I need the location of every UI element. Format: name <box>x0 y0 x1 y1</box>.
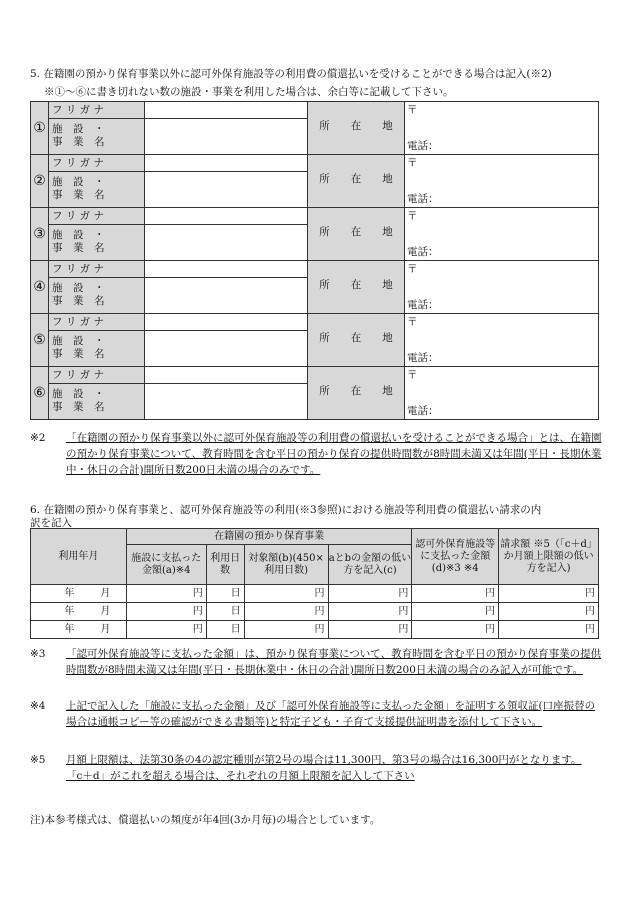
footer-note: 注)本参考様式は、償還払いの頻度が年4回(3か月毎)の場合としています。 <box>30 814 381 826</box>
amount-b-cell[interactable]: 円 <box>244 585 328 603</box>
row-number: ① <box>31 102 49 155</box>
facility-name-input[interactable] <box>145 278 308 314</box>
facility-row <box>31 102 599 119</box>
furigana-input[interactable] <box>145 367 308 384</box>
address-label: 所 在 地 <box>308 261 405 314</box>
row-number: ⑥ <box>31 367 49 420</box>
furigana-label: フ リ ガ ナ <box>49 367 145 384</box>
furigana-input[interactable] <box>145 261 308 278</box>
facility-name-input[interactable] <box>145 172 308 208</box>
postal-mark: 〒 <box>407 369 418 381</box>
facility-table <box>30 101 599 420</box>
postal-mark: 〒 <box>407 157 418 169</box>
claim-row <box>31 603 599 621</box>
header-group: 在籍園の預かり保育事業 <box>126 529 411 545</box>
note-2-mark: ※2 <box>30 432 46 444</box>
claim-row <box>31 585 599 603</box>
amount-a-cell[interactable]: 円 <box>126 585 206 603</box>
section5-title: 5. 在籍園の預かり保育事業以外に認可外保育施設等の利用費の償還払いを受けることができる場合は記入(※2) <box>30 68 552 80</box>
postal-mark: 〒 <box>407 316 418 328</box>
facility-row <box>31 261 599 278</box>
furigana-label: フ リ ガ ナ <box>49 155 145 172</box>
furigana-label: フ リ ガ ナ <box>49 261 145 278</box>
note-5-line1: 月額上限額は、法第30条の4の認定種別が第2号の場合は11,300円、第3号の場合は16,300円がとなります。 <box>66 754 582 766</box>
amount-d-cell[interactable]: 円 <box>412 603 499 621</box>
furigana-input[interactable] <box>145 208 308 225</box>
month-cell[interactable]: 年 月 <box>31 621 127 639</box>
note-4 <box>30 698 605 730</box>
furigana-label: フ リ ガ ナ <box>49 208 145 225</box>
phone-label: 電話： <box>407 299 439 311</box>
address-input[interactable] <box>405 367 599 420</box>
address-input[interactable] <box>405 261 599 314</box>
note-4-text: 上記で記入した「施設に支払った金額」及び「認可外保育施設等に支払った金額」を証明する領収証(口座振替の場合は通帳コピー等の確認ができる書類等)と特定子ども・子育て支援提供証明書を添付して下さい。 <box>66 700 596 728</box>
row-number: ⑤ <box>31 314 49 367</box>
furigana-input[interactable] <box>145 102 308 119</box>
facility-row <box>31 155 599 172</box>
furigana-input[interactable] <box>145 155 308 172</box>
days-cell[interactable]: 日 <box>206 603 244 621</box>
facility-name-input[interactable] <box>145 119 308 155</box>
phone-label: 電話： <box>407 140 439 152</box>
amount-a-cell[interactable]: 円 <box>126 621 206 639</box>
section6-title-line2: 訳を記入 <box>30 517 72 529</box>
facility-row <box>31 208 599 225</box>
amount-b-cell[interactable]: 円 <box>244 621 328 639</box>
claim-cell[interactable]: 円 <box>499 585 599 603</box>
facility-name-label: 施 設 ・ 事 業 名 <box>49 172 145 208</box>
address-label: 所 在 地 <box>308 102 405 155</box>
note-2 <box>30 430 605 478</box>
furigana-label: フ リ ガ ナ <box>49 102 145 119</box>
postal-mark: 〒 <box>407 263 418 275</box>
header-a: 施設に支払った金額(a)※4 <box>126 545 206 585</box>
address-input[interactable] <box>405 102 599 155</box>
amount-d-cell[interactable]: 円 <box>412 621 499 639</box>
facility-name-label: 施 設 ・ 事 業 名 <box>49 384 145 420</box>
month-cell[interactable]: 年 月 <box>31 603 127 621</box>
amount-d-cell[interactable]: 円 <box>412 585 499 603</box>
amount-c-cell[interactable]: 円 <box>328 585 412 603</box>
row-number: ② <box>31 155 49 208</box>
header-month: 利用年月 <box>31 529 127 585</box>
phone-label: 電話： <box>407 352 439 364</box>
note-3-mark: ※3 <box>30 648 46 660</box>
facility-row <box>31 367 599 384</box>
address-input[interactable] <box>405 314 599 367</box>
address-label: 所 在 地 <box>308 367 405 420</box>
facility-name-label: 施 設 ・ 事 業 名 <box>49 331 145 367</box>
amount-b-cell[interactable]: 円 <box>244 603 328 621</box>
facility-name-label: 施 設 ・ 事 業 名 <box>49 225 145 261</box>
phone-label: 電話： <box>407 193 439 205</box>
facility-name-input[interactable] <box>145 225 308 261</box>
furigana-input[interactable] <box>145 314 308 331</box>
furigana-label: フ リ ガ ナ <box>49 314 145 331</box>
address-label: 所 在 地 <box>308 208 405 261</box>
amount-c-cell[interactable]: 円 <box>328 603 412 621</box>
facility-name-input[interactable] <box>145 384 308 420</box>
header-d: 認可外保育施設等に支払った金額(d)※3 ※4 <box>412 529 499 585</box>
note-5-line2: 「c＋d」がこれを超える場合は、それぞれの月額上限額を記入して下さい <box>66 770 415 782</box>
days-cell[interactable]: 日 <box>206 621 244 639</box>
address-input[interactable] <box>405 155 599 208</box>
section6-title-line1: 6. 在籍園の預かり保育事業と、認可外保育施設等の利用(※3参照)における施設等利用費の償還払い請求の内 <box>30 504 542 516</box>
amount-c-cell[interactable]: 円 <box>328 621 412 639</box>
row-number: ③ <box>31 208 49 261</box>
note-3 <box>30 646 605 678</box>
phone-label: 電話： <box>407 246 439 258</box>
facility-name-input[interactable] <box>145 331 308 367</box>
month-cell[interactable]: 年 月 <box>31 585 127 603</box>
address-label: 所 在 地 <box>308 155 405 208</box>
postal-mark: 〒 <box>407 210 418 222</box>
facility-name-label: 施 設 ・ 事 業 名 <box>49 278 145 314</box>
address-label: 所 在 地 <box>308 314 405 367</box>
header-b: 対象額(b)(450×利用日数) <box>244 545 328 585</box>
amount-a-cell[interactable]: 円 <box>126 603 206 621</box>
row-number: ④ <box>31 261 49 314</box>
header-days: 利用日数 <box>206 545 244 585</box>
days-cell[interactable]: 日 <box>206 585 244 603</box>
header-c: aとbの金額の低い方を記入(c) <box>328 545 412 585</box>
note-4-mark: ※4 <box>30 700 46 712</box>
note-5 <box>30 752 605 784</box>
note-5-mark: ※5 <box>30 754 46 766</box>
note-2-text: 「在籍園の預かり保育事業以外に認可外保育施設等の利用費の償還払いを受けることができる場合」とは、在籍園の預かり保育事業について、教育時間を含む平日の預かり保育の提供時間数が8時間未満又は年間(平日・長期休業中・休日の合計)開所日数200日未満の場合のみです。 <box>66 432 602 476</box>
phone-label: 電話： <box>407 405 439 417</box>
section5-instruction: ※①～⑥に書き切れない数の施設・事業を利用した場合は、余白等に記載して下さい。 <box>44 86 454 98</box>
claim-row <box>31 621 599 639</box>
facility-name-label: 施 設 ・ 事 業 名 <box>49 119 145 155</box>
header-claim: 請求額 ※5（「c＋d」か月額上限額の低い方を記入) <box>499 529 599 585</box>
claim-table <box>30 528 599 639</box>
address-input[interactable] <box>405 208 599 261</box>
claim-cell[interactable]: 円 <box>499 603 599 621</box>
claim-cell[interactable]: 円 <box>499 621 599 639</box>
facility-row <box>31 314 599 331</box>
note-3-text: 「認可外保育施設等に支払った金額」は、預かり保育事業について、教育時間を含む平日の預かり保育事業の提供時間数が8時間未満又は年間(平日・長期休業中・休日の合計)開所日数200日未満の場合のみ記入が可能です。 <box>66 648 602 676</box>
postal-mark: 〒 <box>407 104 418 116</box>
